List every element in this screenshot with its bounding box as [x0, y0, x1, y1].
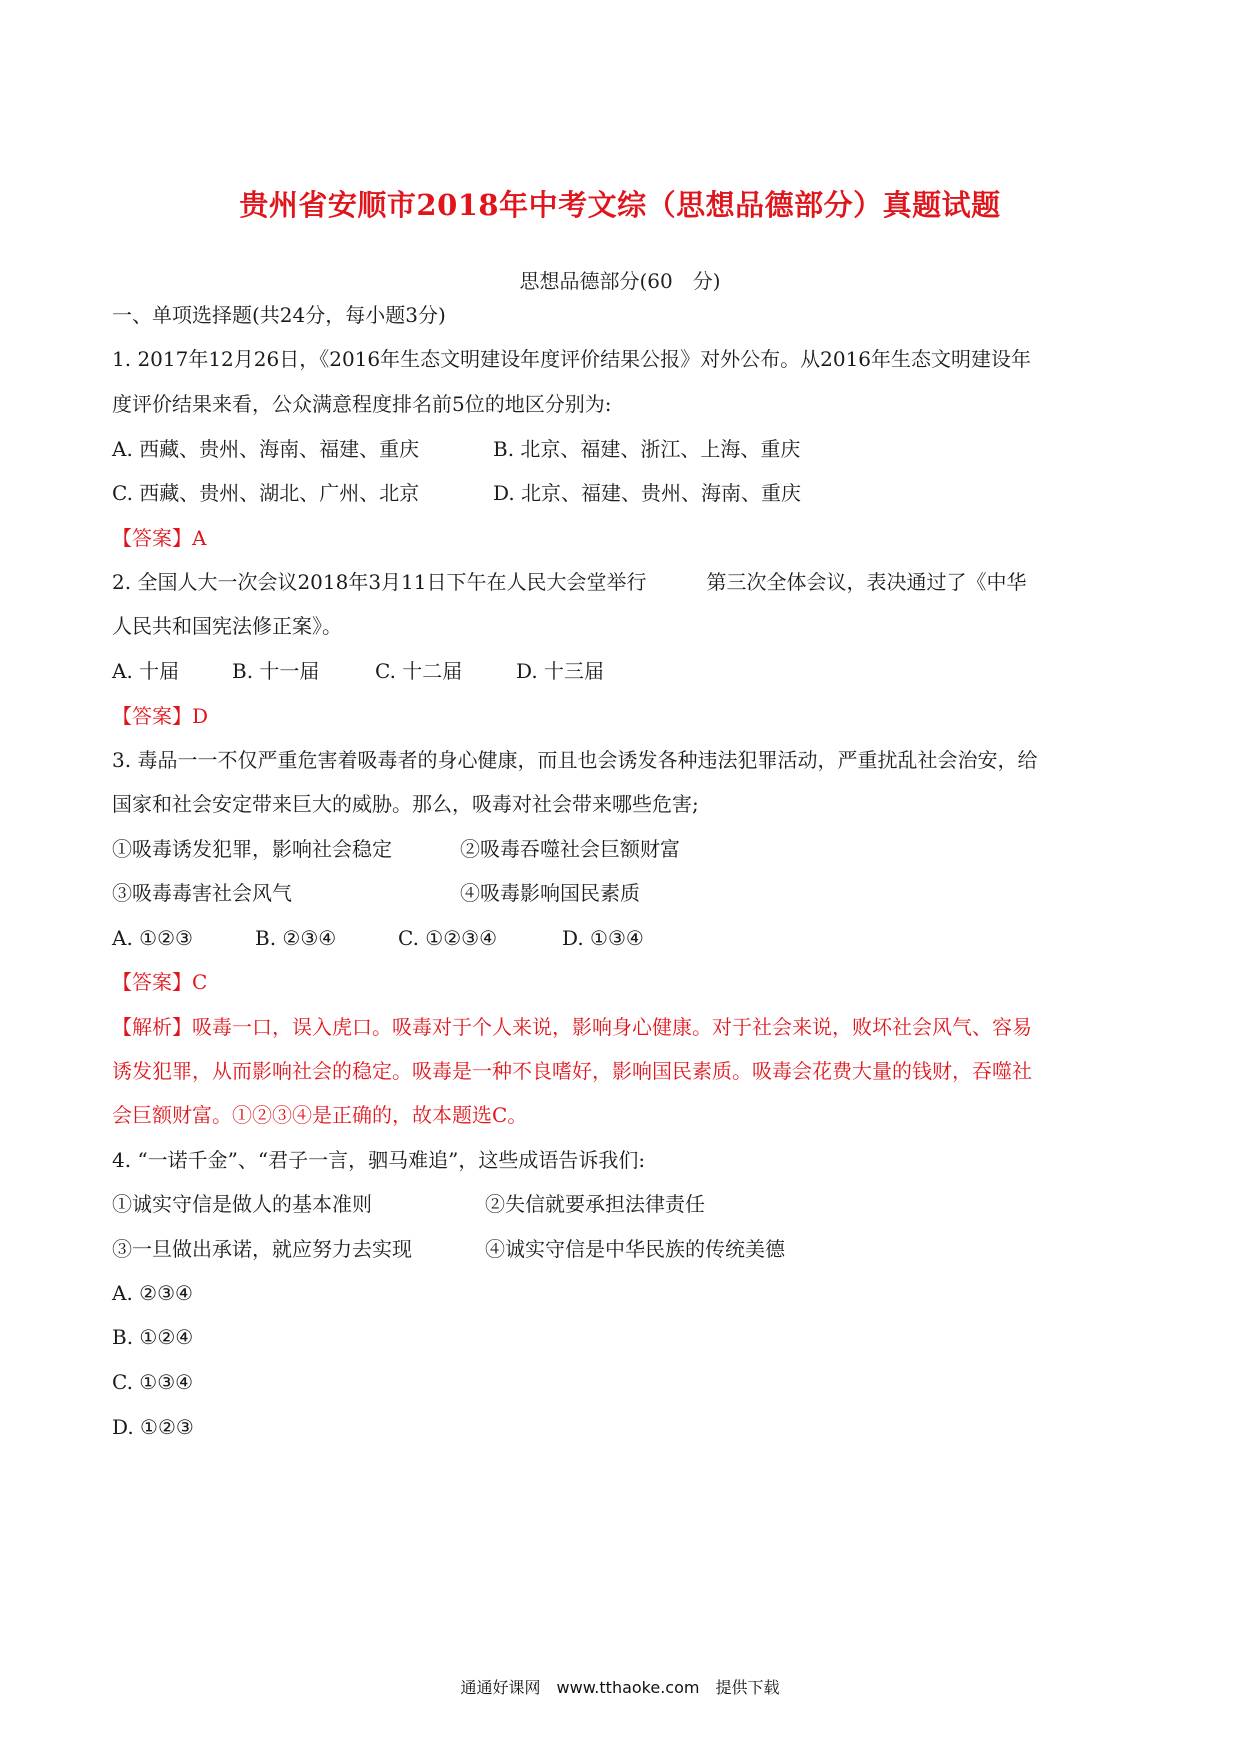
- q2-option-d: D. 十三届: [516, 659, 605, 683]
- document-subtitle: 思想品德部分(60 分): [519, 269, 721, 293]
- q3-stem-line-2: 国家和社会安定带来巨大的威胁。那么，吸毒对社会带来哪些危害;: [112, 792, 699, 816]
- q2-option-c: C. 十二届: [375, 659, 463, 683]
- q1-stem-line-1: 1. 2017年12月26日，《2016年生态文明建设年度评价结果公报》对外公布。从2016年生态文明建设年: [112, 347, 1032, 371]
- q4-option-b: B. ①②④: [112, 1325, 194, 1349]
- q4-option-a: A. ②③④: [112, 1281, 193, 1305]
- q4-statement-3: ③一旦做出承诺，就应努力去实现: [112, 1237, 412, 1261]
- q3-analysis-line-1: 【解析】吸毒一口，误入虎口。吸毒对于个人来说，影响身心健康。对于社会来说，败坏社会风气、容易: [112, 1015, 1032, 1039]
- q3-option-c: C. ①②③④: [398, 926, 498, 950]
- q3-option-b: B. ②③④: [255, 926, 337, 950]
- q2-answer: 【答案】D: [112, 704, 209, 728]
- q4-option-c: C. ①③④: [112, 1370, 194, 1394]
- q3-statement-3: ③吸毒毒害社会风气: [112, 881, 292, 905]
- q1-option-d: D. 北京、福建、贵州、海南、重庆: [493, 481, 802, 505]
- q3-statement-4: ④吸毒影响国民素质: [460, 881, 640, 905]
- q2-stem-line-1: 2. 全国人大一次会议2018年3月11日下午在人民大会堂举行 第三次全体会议，表决通过了《中华: [112, 570, 1027, 594]
- q4-stem-line-1: 4. “一诺千金”、“君子一言，驷马难追”，这些成语告诉我们:: [112, 1148, 646, 1172]
- q1-answer: 【答案】A: [112, 526, 207, 550]
- q3-statement-2: ②吸毒吞噬社会巨额财富: [460, 837, 680, 861]
- q3-answer: 【答案】C: [112, 970, 208, 994]
- q2-stem-line-2: 人民共和国宪法修正案》。: [112, 614, 342, 638]
- q3-analysis-line-2: 诱发犯罪，从而影响社会的稳定。吸毒是一种不良嗜好，影响国民素质。吸毒会花费大量的钱财，吞噬社: [112, 1059, 1032, 1083]
- q3-analysis-line-3: 会巨额财富。①②③④是正确的，故本题选C。: [112, 1103, 528, 1127]
- q2-option-a: A. 十届: [112, 659, 180, 683]
- q1-option-b: B. 北京、福建、浙江、上海、重庆: [493, 437, 801, 461]
- page-footer: 通通好课网 www.tthaoke.com 提供下载: [460, 1678, 780, 1697]
- q1-option-a: A. 西藏、贵州、海南、福建、重庆: [112, 437, 420, 461]
- q4-statement-1: ①诚实守信是做人的基本准则: [112, 1192, 372, 1216]
- q4-option-d: D. ①②③: [112, 1415, 194, 1439]
- q3-statement-1: ①吸毒诱发犯罪，影响社会稳定: [112, 837, 392, 861]
- q2-option-b: B. 十一届: [232, 659, 320, 683]
- q1-stem-line-2: 度评价结果来看，公众满意程度排名前5位的地区分别为:: [112, 392, 612, 416]
- q4-statement-4: ④诚实守信是中华民族的传统美德: [485, 1237, 785, 1261]
- document-title: 贵州省安顺市2018年中考文综（思想品德部分）真题试题: [239, 188, 1001, 222]
- q1-option-c: C. 西藏、贵州、湖北、广州、北京: [112, 481, 420, 505]
- q3-option-a: A. ①②③: [112, 926, 193, 950]
- q3-option-d: D. ①③④: [562, 926, 644, 950]
- q3-stem-line-1: 3. 毒品一一不仅严重危害着吸毒者的身心健康，而且也会诱发各种违法犯罪活动，严重扰乱社会治安，给: [112, 748, 1038, 772]
- section-header: 一、单项选择题(共24分，每小题3分): [112, 303, 446, 327]
- q4-statement-2: ②失信就要承担法律责任: [485, 1192, 705, 1216]
